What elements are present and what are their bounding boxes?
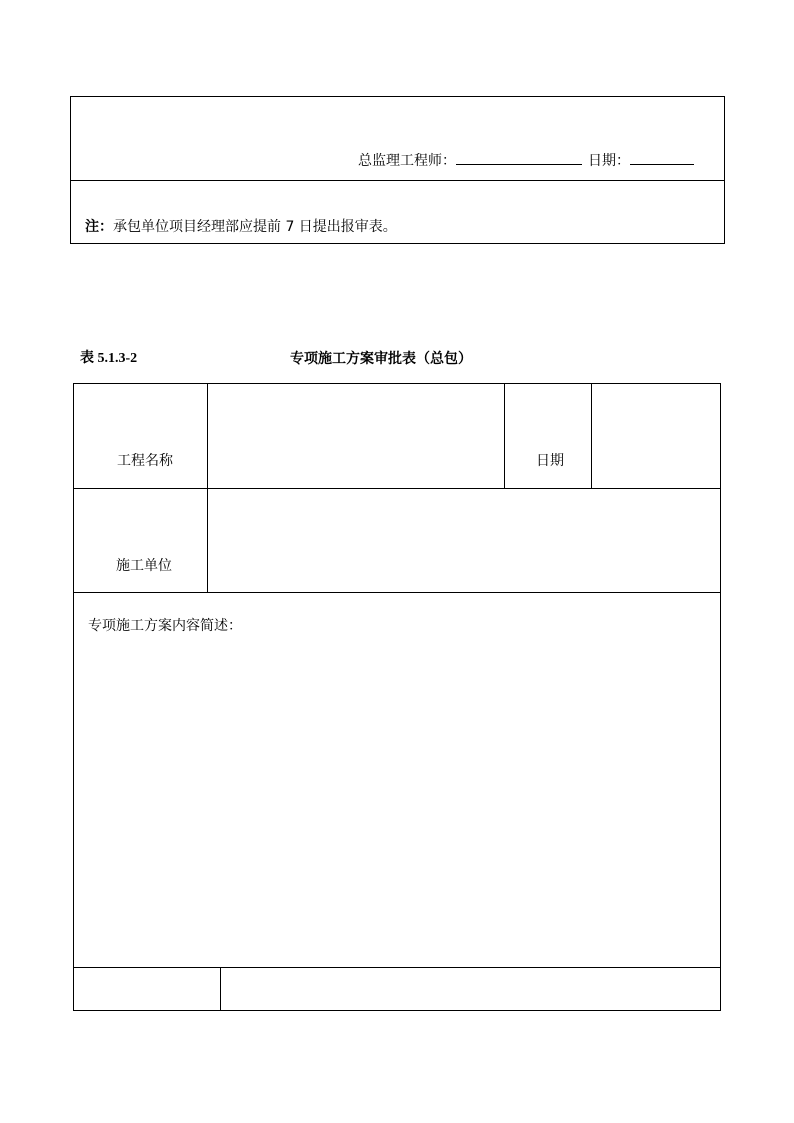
table-number: 表 5.1.3-2 [80, 351, 138, 366]
bottom-left-cell[interactable] [74, 968, 219, 1010]
top-form-divider [70, 180, 725, 181]
row-divider-2 [73, 592, 721, 593]
supervisor-label: 总监理工程师： [358, 153, 456, 169]
contractor-label: 施工单位 [116, 558, 172, 574]
summary-label: 专项施工方案内容简述： [88, 618, 242, 634]
top-date-field[interactable] [630, 151, 694, 165]
date-field[interactable] [592, 384, 720, 487]
bottom-right-cell[interactable] [221, 968, 720, 1010]
supervisor-signature-field[interactable] [456, 151, 582, 165]
note-text: 承包单位项目经理部应提前 7 日提出报审表。 [113, 219, 397, 235]
contractor-field[interactable] [208, 489, 720, 591]
project-name-field[interactable] [208, 384, 503, 487]
top-date-label: 日期： [588, 153, 630, 169]
note-prefix: 注： [85, 219, 113, 235]
col-divider-date-left [504, 383, 505, 488]
date-label: 日期 [536, 453, 564, 469]
table-title: 专项施工方案审批表（总包） [290, 351, 472, 367]
date-signature-line [588, 151, 694, 169]
project-name-label: 工程名称 [117, 453, 173, 469]
summary-field[interactable] [74, 640, 720, 966]
supervisor-signature-line [358, 151, 582, 169]
note-line [85, 219, 397, 235]
